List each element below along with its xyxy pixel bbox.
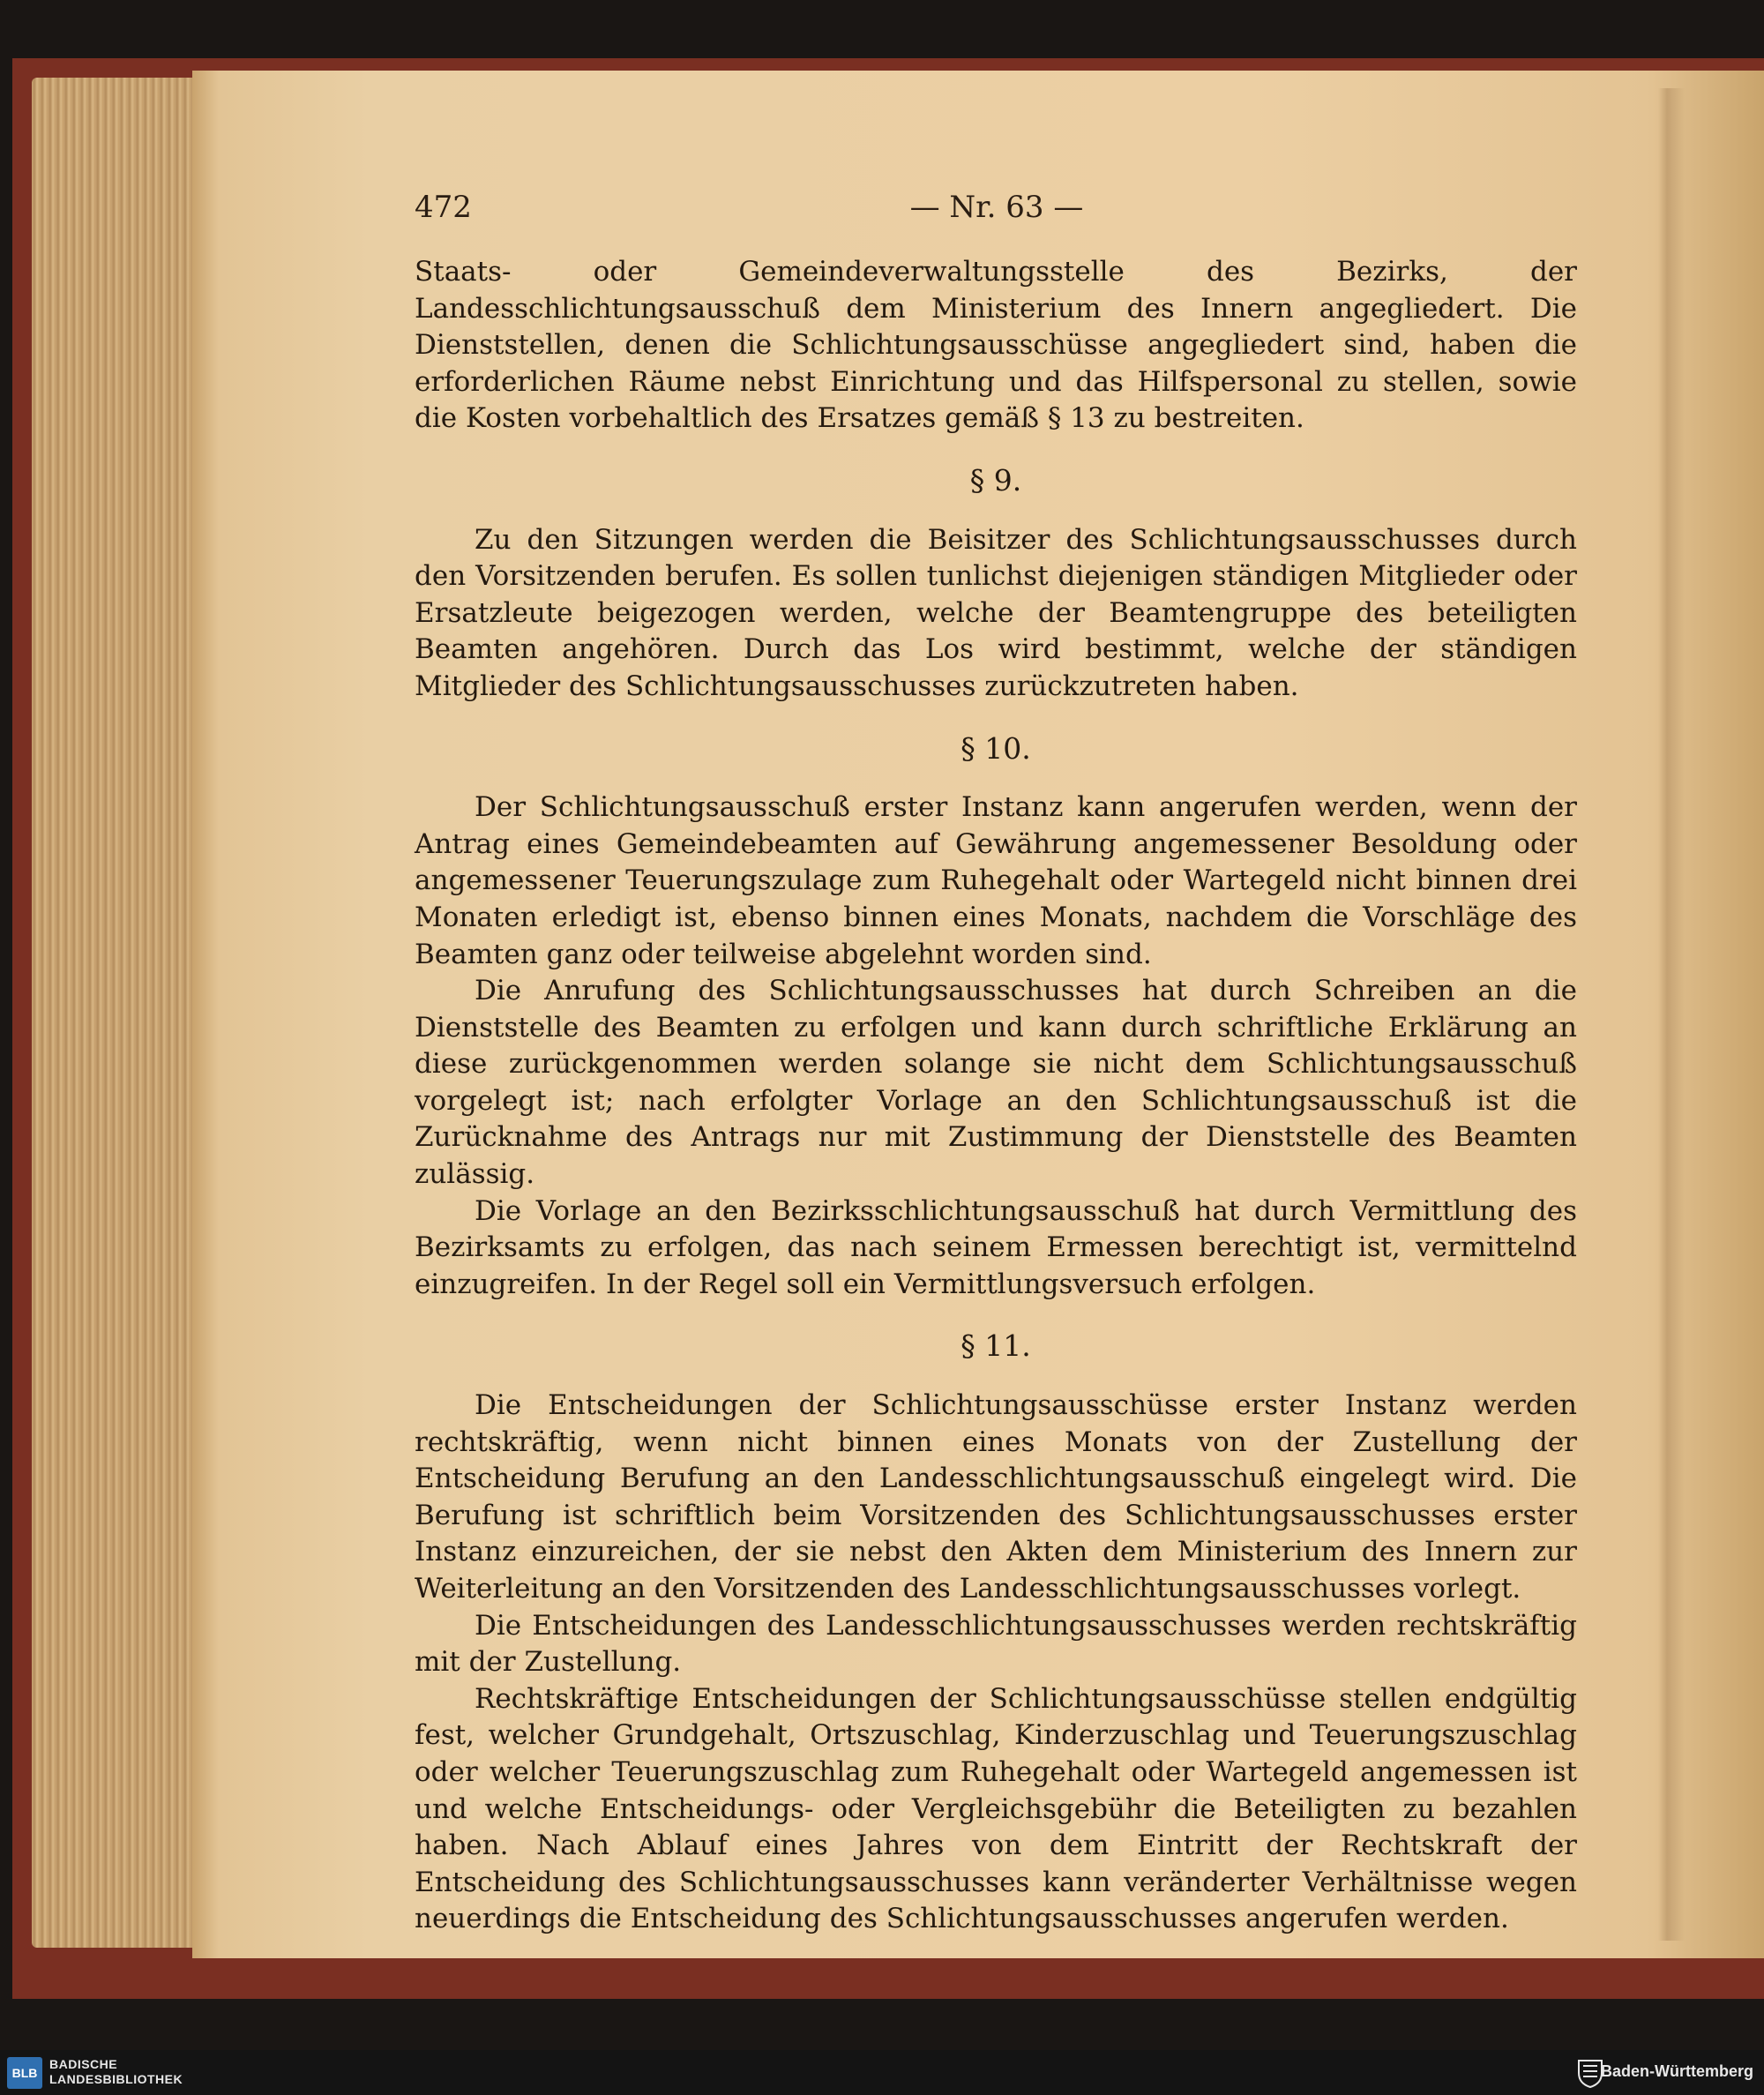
paragraph: Rechtskräftige Entscheidungen der Schlichtungsausschüsse stellen endgültig fest, welcher Grundgehalt, Ortszuschlag, Kinderzuschlag und Teuerungszuschlag oder welcher Teuerungszuschlag zum Ruhegehalt oder Wartegeld angemessen ist und welche Entscheidungs- oder Vergleichsgebühr die Beteiligten zu bezahlen haben. Nach Ablauf eines Jahres von dem Eintritt der Rechtskraft der Entscheidung des Schlichtungsausschusses kann veränderter Verhältnisse wegen neuerdings die Entscheidung des Schlichtungsausschusses angerufen werden. <box>415 1682 1577 1935</box>
paragraph: Die Anrufung des Schlichtungsausschusses hat durch Schreiben an die Dienststelle des Beamten zu erfolgen und kann durch schriftliche Erklärung an diese zurückgenommen werden solange sie nicht dem Schlichtungsausschuß vorgelegt ist; nach erfolgter Vorlage an den Schlichtungsausschuß ist die Zurücknahme des Antrags nur mit Zustimmung der Dienststelle des Beamten zulässig. <box>415 975 1577 1191</box>
paragraph: Die Entscheidungen der Schlichtungsausschüsse erster Instanz werden rechtskräftig, wenn nicht binnen eines Monats von der Zustellung der Entscheidung Berufung an den Landesschlichtungsausschuß eingelegt wird. Die Berufung ist schriftlich beim Vorsitzenden des Schlichtungsausschusses erster Instanz einzureichen, der sie nebst den Akten dem Ministerium des Innern zur Weiterleitung an den Vorsitzenden des Landesschlichtungsausschusses vorlegt. <box>415 1389 1577 1605</box>
paragraph: Die Entscheidungen des Landesschlichtungsausschusses werden rechtskräftig mit der Zustellung. <box>415 1609 1577 1679</box>
page-body <box>415 254 1577 1938</box>
page-number: 472 <box>415 190 472 225</box>
paragraph: Staats- oder Gemeindeverwaltungsstelle des Bezirks, der Landesschlichtungsausschuß dem Ministerium des Innern angegliedert. Die Dienststellen, denen die Schlichtungsausschüsse angegliedert sind, haben die erforderlichen Räume nebst Einrichtung und das Hilfspersonal zu stellen, sowie die Kosten vorbehaltlich des Ersatzes gemäß § 13 zu bestreiten. <box>415 256 1577 435</box>
paragraph: Die Vorlage an den Bezirksschlichtungsausschuß hat durch Vermittlung des Bezirksamts zu erfolgen, das nach seinem Ermessen berechtigt ist, vermittelnd einzugreifen. In der Regel soll ein Vermittlungsversuch erfolgen. <box>415 1194 1577 1300</box>
paragraph: Der Schlichtungsausschuß erster Instanz kann angerufen werden, wenn der Antrag eines Gemeindebeamten auf Gewährung angemessener Besoldung oder angemessener Teuerungszulage zum Ruhegehalt oder Wartegeld nicht binnen drei Monaten erledigt ist, ebenso binnen eines Monats, nachdem die Vorschläge des Beamten ganz oder teilweise abgelehnt worden sind. <box>415 791 1577 970</box>
state-name[interactable]: Baden-Württemberg <box>1600 2062 1753 2080</box>
library-name[interactable]: BADISCHE LANDESBIBLIOTHEK <box>49 2057 183 2086</box>
page-header <box>415 190 1579 234</box>
viewer-footer <box>0 2050 1764 2095</box>
page-gutter-shadow <box>1658 88 1764 1941</box>
blb-logo[interactable]: BLB <box>7 2057 42 2089</box>
section-heading: § 9. <box>969 462 1022 498</box>
stacked-page-edges <box>32 78 199 1948</box>
section-heading: § 10. <box>960 730 1031 766</box>
paragraph: Zu den Sitzungen werden die Beisitzer des Schlichtungsausschusses durch den Vorsitzenden berufen. Es sollen tunlichst diejenigen ständigen Mitglieder oder Ersatzleute beigezogen werden, welche der Beamtengruppe des beteiligten Beamten angehören. Durch das Los wird bestimmt, welche der ständigen Mitglieder des Schlichtungsausschusses zurückzutreten haben. <box>415 523 1577 702</box>
section-heading: § 11. <box>960 1328 1031 1364</box>
issue-number: — Nr. 63 — <box>909 190 1084 225</box>
